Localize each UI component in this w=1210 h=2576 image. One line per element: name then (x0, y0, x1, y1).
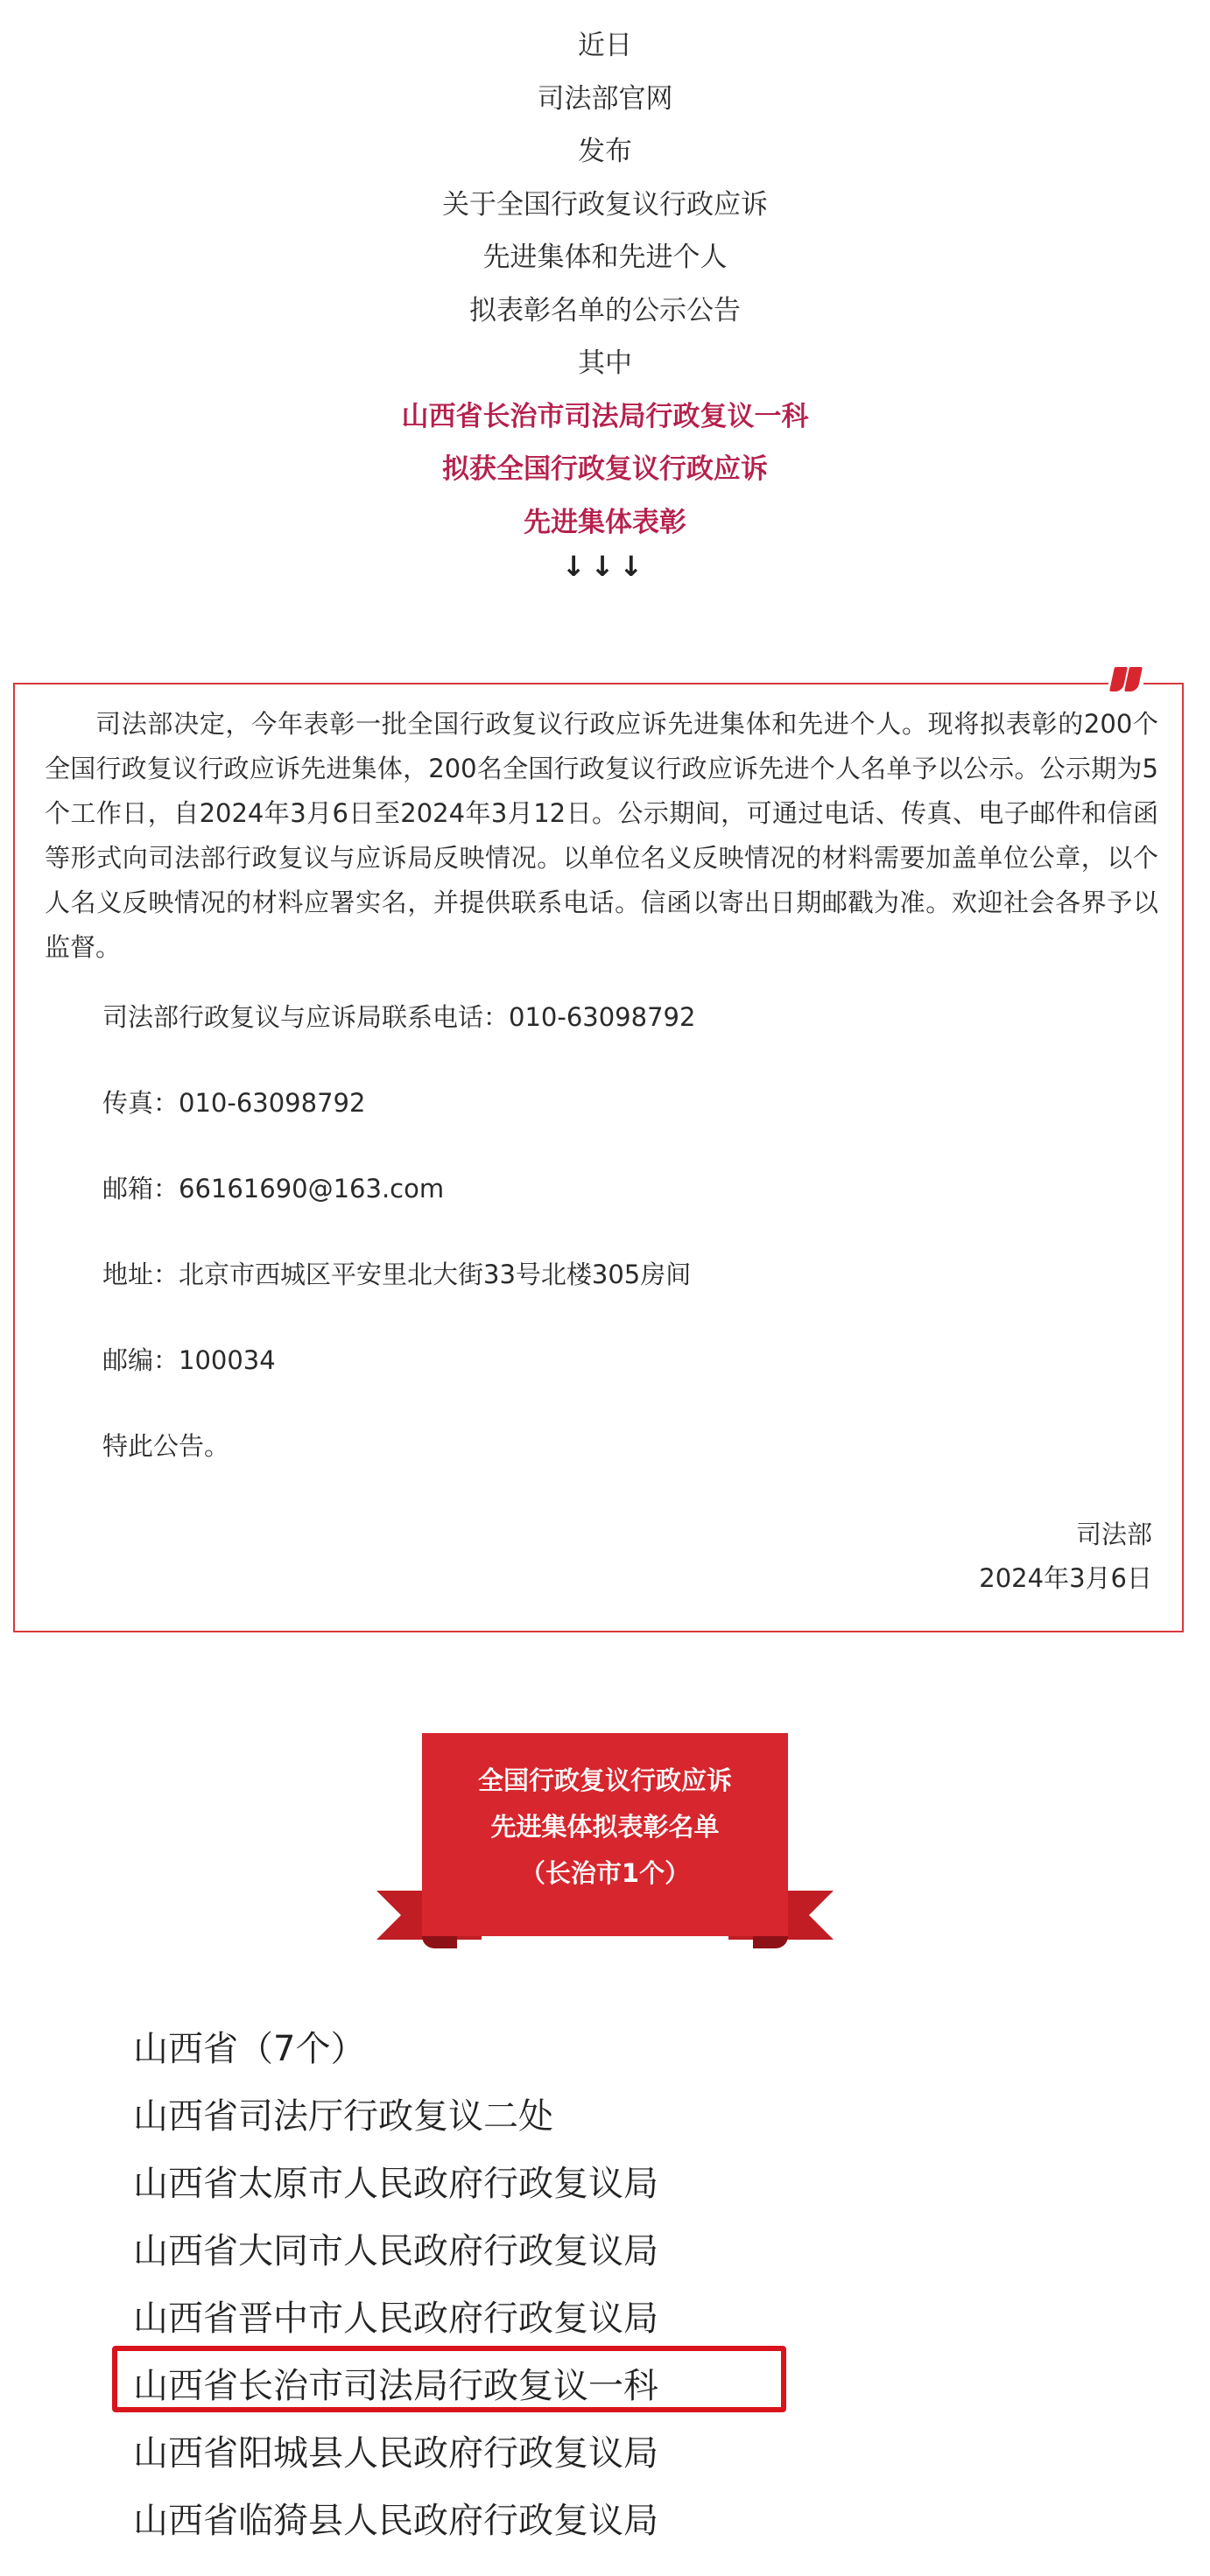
banner-line: （长治市1个） (519, 1858, 691, 1888)
intro-highlight-line: 拟获全国行政复议行政应诉 (442, 453, 768, 485)
list-item: 山西省阳城县人民政府行政复议局 (133, 2433, 658, 2474)
list-item-highlighted: 山西省长治市司法局行政复议一科 (133, 2366, 658, 2406)
notice-paragraph: 司法部决定，今年表彰一批全国行政复议行政应诉先进集体和先进个人。现将拟表彰的200个全国行政复议行政应诉先进集体，200名全国行政复议行政应诉先进个人名单予以公示。公示期为5个工作日，自2024年3月6日至2024年3月12日。公示期间，可通过电话、传真、电子邮件和信函等形式向司法部行政复议与应诉局反映情况。以单位名义反映情况的材料需要加盖单位公章，以个人名义反映情况的材料应署实名，并提供联系电话。信函以寄出日期邮戳为准。欢迎社会各界予以监督。 (45, 709, 1158, 962)
list-item: 山西省大同市人民政府行政复议局 (133, 2231, 658, 2271)
notice-box (13, 683, 1184, 1632)
list-item: 山西省临猗县人民政府行政复议局 (133, 2501, 658, 2541)
unit-list (133, 2016, 658, 2555)
intro-section (0, 19, 1210, 549)
intro-line: 发布 (578, 136, 632, 167)
intro-line: 其中 (578, 347, 632, 379)
banner-line: 全国行政复议行政应诉 (477, 1765, 732, 1795)
highlight-box (112, 2346, 786, 2412)
intro-line: 关于全国行政复议行政应诉 (442, 188, 768, 221)
intro-line: 拟表彰名单的公示公告 (469, 294, 741, 326)
intro-line: 先进集体和先进个人 (482, 242, 728, 273)
list-item: 山西省太原市人民政府行政复议局 (133, 2164, 658, 2204)
notice-body (45, 702, 1158, 970)
down-arrows-icon: ↓↓↓ (561, 550, 649, 583)
notice-closing: 特此公告。 (102, 1431, 230, 1461)
banner-title (422, 1733, 788, 1936)
intro-highlight-line: 山西省长治市司法局行政复议一科 (401, 400, 809, 432)
notice-signer: 司法部 (1075, 1520, 1152, 1549)
list-item: 山西省晋中市人民政府行政复议局 (133, 2299, 658, 2339)
notice-address: 地址：北京市西城区平安里北大街33号北楼305房间 (102, 1260, 692, 1289)
quote-mark-icon (1108, 667, 1143, 697)
list-item: 山西省（7个） (133, 2029, 366, 2069)
notice-date: 2024年3月6日 (979, 1563, 1152, 1593)
list-item: 山西省司法厅行政复议二处 (133, 2096, 553, 2137)
intro-highlight-line: 先进集体表彰 (524, 506, 686, 538)
intro-line: 近日 (578, 30, 632, 61)
intro-line: 司法部官网 (537, 82, 673, 115)
notice-phone: 司法部行政复议与应诉局联系电话：010-63098792 (102, 1002, 696, 1032)
banner-line: 先进集体拟表彰名单 (490, 1812, 720, 1842)
list-banner (376, 1733, 834, 1943)
notice-fax: 传真：010-63098792 (102, 1088, 366, 1118)
notice-email: 邮箱：66161690@163.com (102, 1174, 445, 1204)
notice-postcode: 邮编：100034 (102, 1345, 276, 1375)
